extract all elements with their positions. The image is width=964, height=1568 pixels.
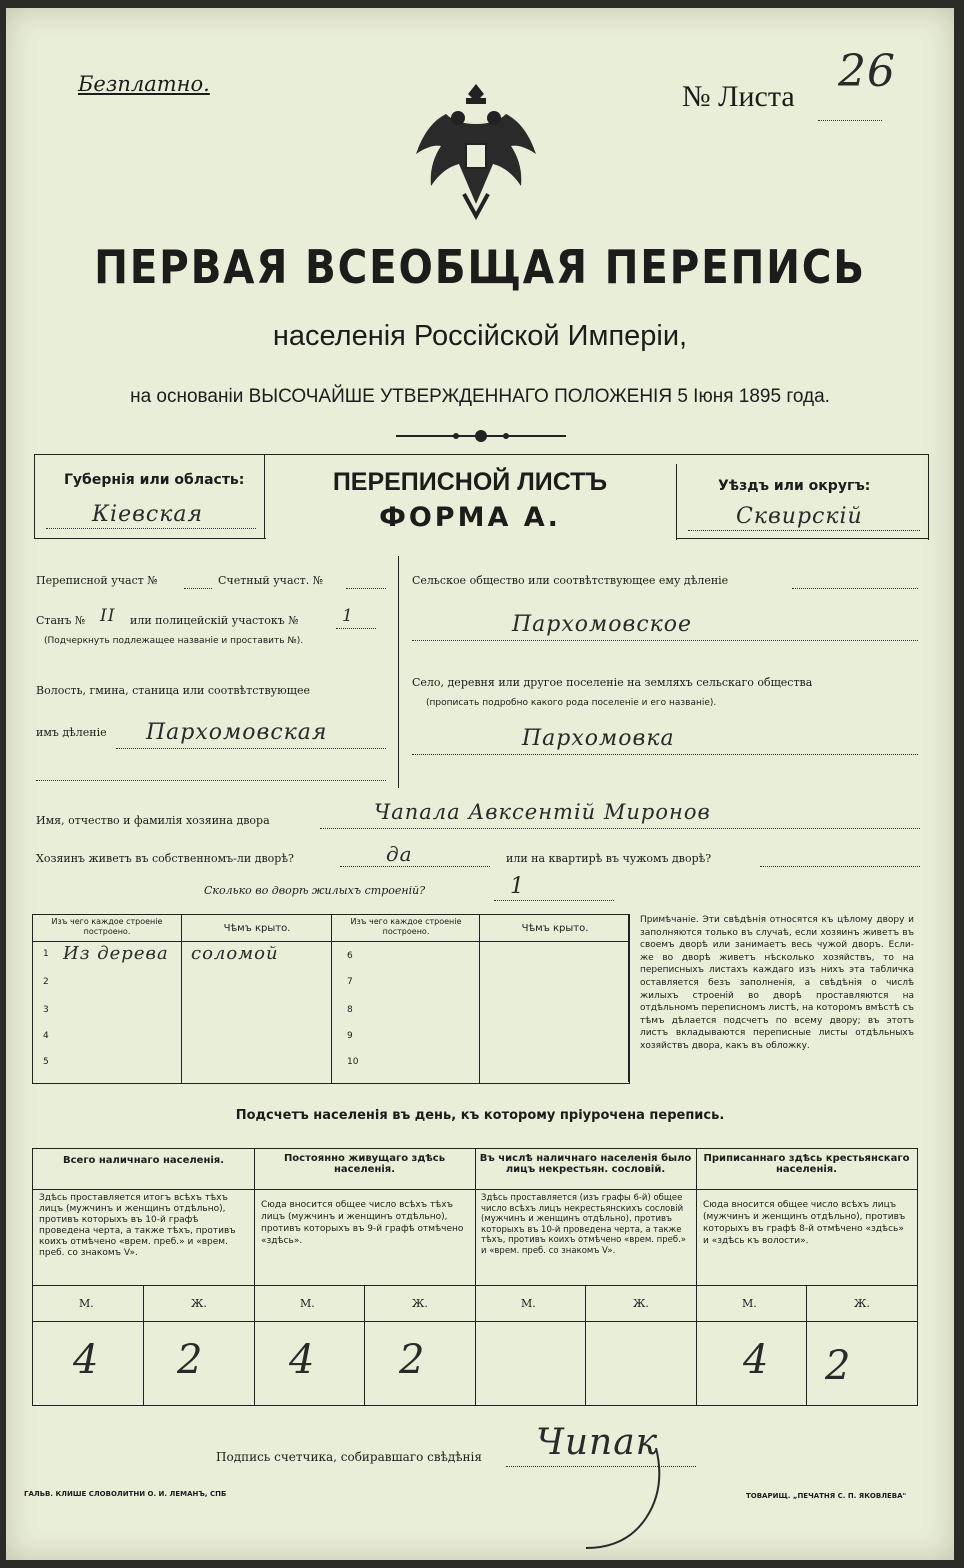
female-label: Ж.: [191, 1297, 207, 1310]
ornament-divider: [396, 428, 566, 448]
uezd-label: Уѣздъ или округъ:: [718, 478, 871, 494]
stan-label: Станъ №: [36, 614, 86, 627]
owner-name-label: Имя, отчество и фамилія хозяина двора: [36, 814, 270, 827]
count-group-title: Всего наличнаго населенія.: [62, 1155, 225, 1166]
row-number: 1: [43, 949, 49, 959]
buildings-col-roof-2: Чѣмъ крыто.: [521, 923, 589, 934]
row-number: 3: [43, 1005, 49, 1015]
count-group-title: Въ числѣ наличнаго населенія было лицъ некрестьян. сословій.: [479, 1153, 692, 1175]
gubernia-value: Кіевская: [92, 502, 204, 527]
male-label: М.: [742, 1297, 757, 1310]
row-roof: соломой: [191, 943, 279, 964]
police-label: или полицейскій участокъ №: [130, 614, 299, 627]
female-label: Ж.: [854, 1297, 870, 1310]
gubernia-label: Губернія или область:: [64, 472, 245, 488]
count-value-female: 2: [177, 1337, 204, 1383]
row-number: 5: [43, 1057, 49, 1067]
row-material: Из дерева: [63, 943, 169, 964]
row-number: 4: [43, 1031, 49, 1041]
count-value-male: 4: [743, 1337, 770, 1383]
society-value: Пархомовское: [512, 612, 693, 637]
sheet-number-label: № Листа: [682, 80, 795, 113]
buildings-note: Примѣчаніе. Эти свѣдѣнія относятся къ цѣлому двору и заполняются только въ случаѣ, если хозяинъ живетъ въ своемъ дворѣ или занимаетъ весь чужой дворъ. Если-же во дворѣ живетъ нѣсколько хозяйствъ, то на переписныхъ листахъ каждаго изъ нихъ эта табличка оставляется безъ заполненія, а свѣдѣнія о числѣ жилыхъ строеній во дворѣ проставляются на отдѣльномъ переписномъ листѣ, на которомъ вмѣстѣ съ тѣмъ дѣлается подсчетъ по всему двору; въ этотъ листъ вкладываются переписные листы отдѣльныхъ хозяйствъ двора, какъ въ обложку.: [640, 915, 914, 1051]
buildings-col-material: Изъ чего каждое строеніе построено.: [51, 917, 163, 936]
count-group-desc: Сюда вносится общее число всѣхъ лицъ (мужчинъ и женщинъ отдѣльно), противъ которыхъ въ графѣ 8-й отмѣчено «здѣсь» и «здѣсь къ волости».: [703, 1200, 906, 1246]
village-note: (прописать подробно какого рода поселеніе и его названіе).: [426, 698, 717, 708]
uezd-value: Сквирскій: [736, 504, 863, 529]
count-value-female: 2: [825, 1343, 852, 1389]
police-value: 1: [342, 606, 354, 626]
imperial-eagle-icon: [406, 74, 546, 224]
own-yard-value: да: [386, 842, 413, 866]
male-label: М.: [521, 1297, 536, 1310]
signature-label: Подпись счетчика, собиравшаго свѣдѣнія: [216, 1450, 482, 1464]
row-number: 2: [43, 977, 49, 987]
signature-value: Чипак: [536, 1422, 659, 1463]
stan-note: (Подчеркнуть подлежащее названіе и проставить №).: [44, 636, 304, 646]
count-group-title: Приписаннаго здѣсь крестьянскаго населенія.: [703, 1153, 910, 1175]
sheet-number-value: 26: [838, 46, 896, 97]
signature-flourish: [566, 1448, 686, 1558]
volost-label-2: имъ дѣленіе: [36, 726, 107, 739]
owner-name-value: Чапала Авксентій Миронов: [374, 800, 711, 824]
form-title: ПЕРЕПИСНОЙ ЛИСТЪ: [332, 468, 608, 496]
main-title: ПЕРВАЯ ВСЕОБЩАЯ ПЕРЕПИСЬ: [94, 240, 866, 294]
buildings-col-material-2: Изъ чего каждое строеніе построено.: [350, 917, 462, 936]
count-value-female: 2: [399, 1337, 426, 1383]
row-number: 7: [347, 977, 353, 987]
free-label: Безплатно.: [78, 72, 210, 96]
buildings-col-roof: Чѣмъ крыто.: [223, 923, 291, 934]
count-table: [32, 1148, 918, 1406]
count-value-male: 4: [289, 1337, 316, 1383]
rented-label: или на квартирѣ въ чужомъ дворѣ?: [506, 852, 712, 865]
male-label: М.: [300, 1297, 315, 1310]
count-value-male: 4: [73, 1337, 100, 1383]
subtitle: населенія Россійской Имперіи,: [272, 320, 688, 352]
society-label: Сельское общество или соотвѣтствующее ему дѣленіе: [412, 574, 729, 587]
stan-value: II: [100, 606, 116, 626]
male-label: М.: [79, 1297, 94, 1310]
footer-right: ТОВАРИЩ. „ПЕЧАТНЯ С. П. ЯКОВЛЕВА": [746, 1492, 907, 1500]
own-yard-label: Хозяинъ живетъ въ собственномъ-ли дворѣ?: [36, 852, 294, 865]
count-heading: Подсчетъ населенія въ день, къ которому пріурочена перепись.: [235, 1108, 725, 1123]
row-number: 9: [347, 1031, 353, 1041]
census-section-label: Переписной участ №: [36, 574, 158, 587]
village-value: Пархомовка: [522, 726, 675, 751]
volost-label: Волость, гмина, станица или соотвѣтствующее: [36, 684, 310, 697]
row-number: 10: [347, 1057, 359, 1067]
female-label: Ж.: [633, 1297, 649, 1310]
female-label: Ж.: [412, 1297, 428, 1310]
basis-line: на основаніи ВЫСОЧАЙШЕ УТВЕРЖДЕННАГО ПОЛОЖЕНІЯ 5 Іюня 1895 года.: [130, 386, 830, 407]
census-sheet: [6, 8, 954, 1560]
row-number: 8: [347, 1005, 353, 1015]
count-group-desc: Здѣсь проставляется (изъ графы 6-й) общее число всѣхъ лицъ некрестьянскихъ сословій (мужчинъ и женщинъ отдѣльно), противъ которыхъ въ 10-й проведена черта, а также тѣхъ, противъ коихъ отмѣчено «врем. преб.» и «врем. преб. со знакомъ V».: [481, 1193, 687, 1256]
count-group-title: Постоянно живущаго здѣсь населенія.: [283, 1153, 446, 1175]
buildings-label: Сколько во дворѣ жилыхъ строеній?: [204, 884, 426, 897]
buildings-value: 1: [510, 874, 525, 899]
count-group-desc: Здѣсь проставляется итогъ всѣхъ тѣхъ лицъ (мужчинъ и женщинъ отдѣльно), противъ которыхъ въ 10-й графѣ проведена черта, а также тѣхъ, противъ коихъ отмѣчено «врем. преб.» и «врем. преб. со знакомъ V».: [39, 1193, 236, 1258]
village-label: Село, деревня или другое поселеніе на земляхъ сельскаго общества: [412, 676, 813, 689]
volost-value: Пархомовская: [146, 720, 328, 745]
buildings-table: [32, 914, 630, 1084]
count-section-label: Счетный участ. №: [218, 574, 324, 587]
row-number: 6: [347, 951, 353, 961]
footer-left: ГАЛЬВ. КЛИШЕ СЛОВОЛИТНИ О. И. ЛЕМАНЪ, СПБ: [24, 1490, 227, 1498]
form-subtitle: ФОРМА А.: [379, 502, 561, 533]
count-group-desc: Сюда вносится общее число всѣхъ тѣхъ лицъ (мужчинъ и женщинъ отдѣльно), противъ которыхъ въ 9-й графѣ отмѣчено «здѣсь».: [261, 1200, 464, 1246]
